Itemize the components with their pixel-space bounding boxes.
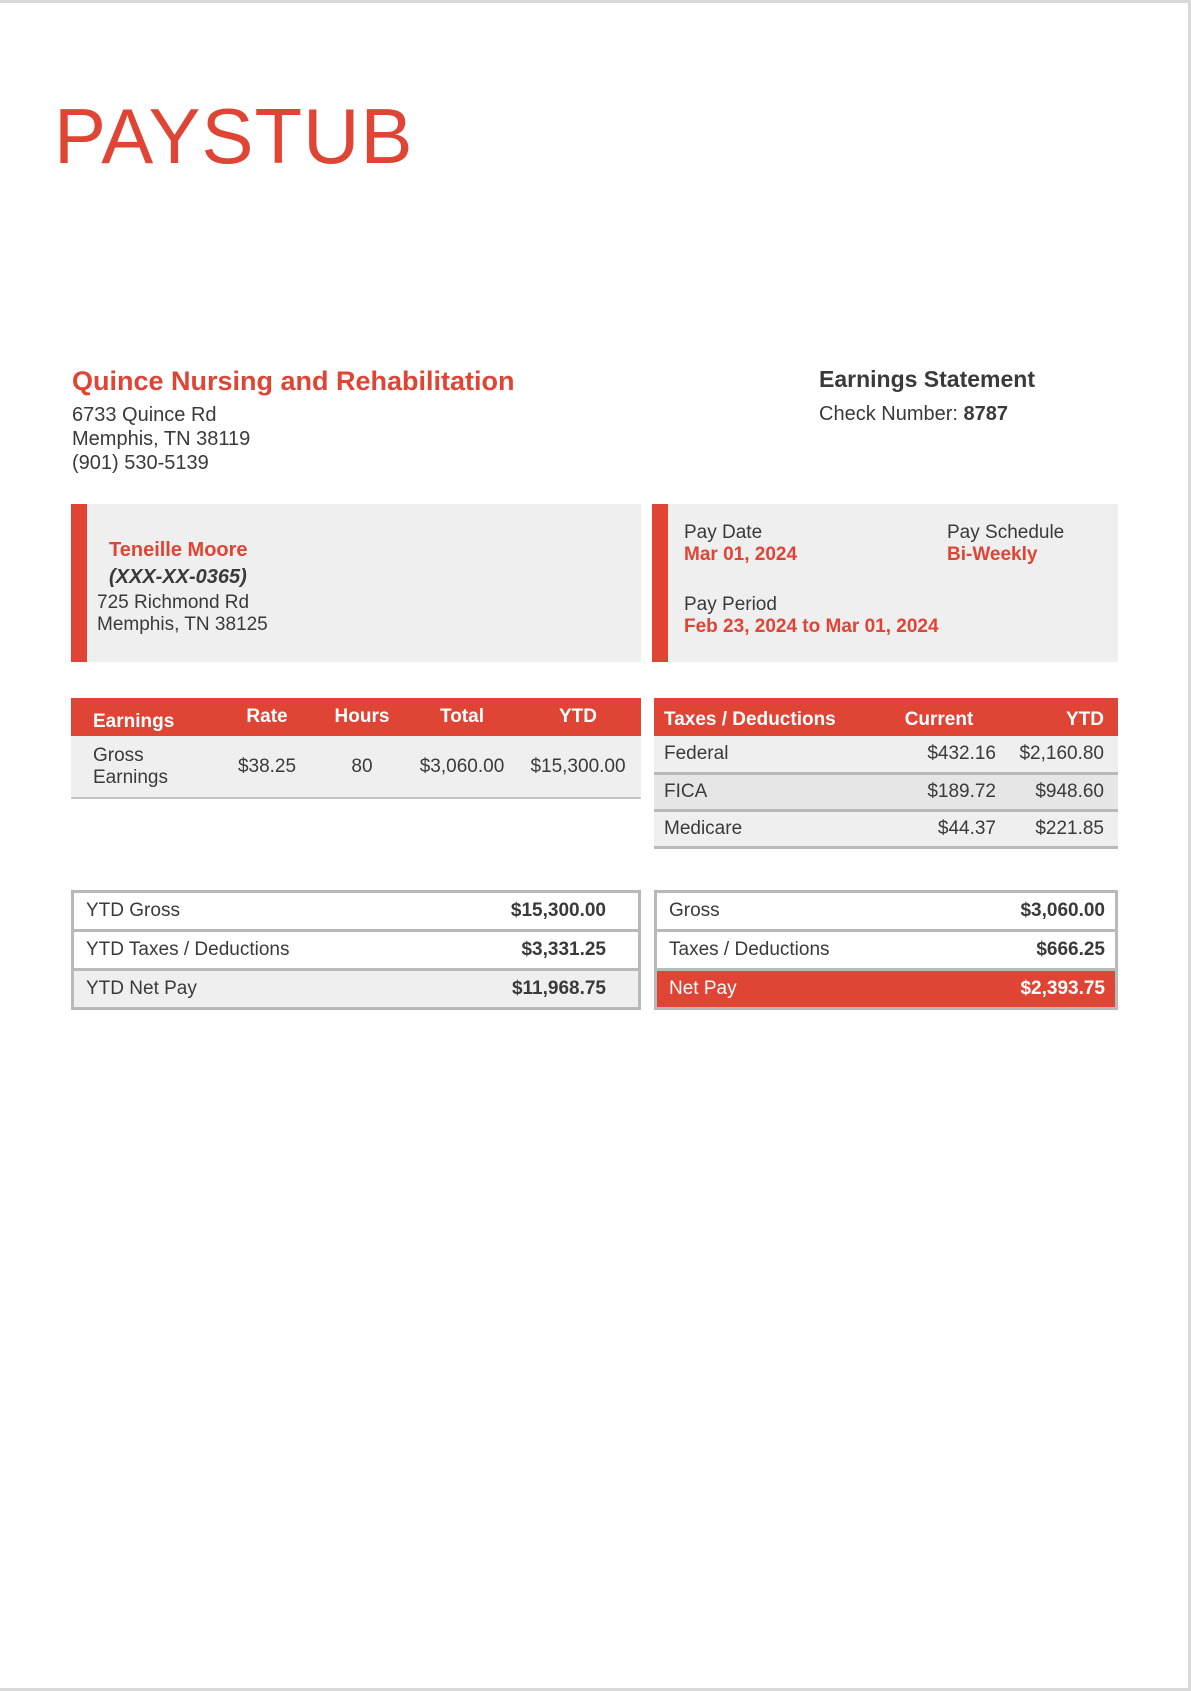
- table-row: [656, 892, 1117, 931]
- taxes-table: [654, 698, 1118, 849]
- table-row: [656, 970, 1117, 1009]
- table-row: [656, 931, 1117, 970]
- table-row: [654, 736, 1118, 773]
- table-row: [73, 931, 640, 970]
- ytd-deductions-label: YTD Taxes / Deductions: [73, 931, 429, 970]
- deductions-value: $666.25: [953, 931, 1117, 970]
- earnings-table: [71, 698, 641, 799]
- tax-row-current: $44.37: [874, 810, 1004, 847]
- deductions-label: Taxes / Deductions: [656, 931, 953, 970]
- employee-name: Teneille Moore: [109, 539, 248, 561]
- earnings-header-total: Total: [409, 698, 515, 736]
- net-pay-value: $2,393.75: [953, 970, 1117, 1009]
- company-address-line2: Memphis, TN 38119: [72, 428, 251, 450]
- table-row: [73, 892, 640, 931]
- gross-label: Gross: [656, 892, 953, 931]
- table-row: [71, 736, 641, 798]
- earnings-row-hours: 80: [315, 736, 409, 798]
- pay-schedule-label: Pay Schedule: [947, 522, 1065, 543]
- earnings-row-total: $3,060.00: [409, 736, 515, 798]
- table-row: [654, 773, 1118, 810]
- earnings-row-ytd: $15,300.00: [515, 736, 641, 798]
- statement-heading: Earnings Statement: [819, 366, 1035, 392]
- earnings-header-ytd: YTD: [515, 698, 641, 736]
- document-title: PAYSTUB: [54, 92, 414, 180]
- taxes-header-row: [654, 698, 1118, 736]
- pay-date: Mar 01, 2024: [684, 544, 798, 565]
- company-address-line1: 6733 Quince Rd: [72, 404, 217, 426]
- earnings-row-label-line1: Gross: [93, 744, 144, 766]
- statement-block: [819, 366, 1035, 426]
- current-summary-table: [654, 890, 1118, 1010]
- tax-row-ytd: $948.60: [1004, 773, 1118, 810]
- pay-period-label: Pay Period: [684, 594, 777, 615]
- tax-row-ytd: $2,160.80: [1004, 736, 1118, 773]
- check-number: 8787: [963, 403, 1008, 425]
- table-row: [654, 810, 1118, 847]
- earnings-header-row: [71, 698, 641, 736]
- tax-row-current: $189.72: [874, 773, 1004, 810]
- earnings-header-rate: Rate: [219, 698, 315, 736]
- employee-card: [71, 504, 641, 662]
- ytd-summary-table: [71, 890, 641, 1010]
- earnings-row-rate: $38.25: [219, 736, 315, 798]
- tax-row-ytd: $221.85: [1004, 810, 1118, 847]
- pay-period: Feb 23, 2024 to Mar 01, 2024: [684, 616, 939, 637]
- earnings-row-label: [71, 736, 219, 798]
- tax-row-current: $432.16: [874, 736, 1004, 773]
- employee-address-line1: 725 Richmond Rd: [97, 592, 250, 613]
- table-row: [73, 970, 640, 1009]
- net-pay-label: Net Pay: [656, 970, 953, 1009]
- employee-ssn: (XXX-XX-0365): [109, 566, 247, 588]
- earnings-header-hours: Hours: [315, 698, 409, 736]
- ytd-gross-value: $15,300.00: [429, 892, 640, 931]
- ytd-deductions-value: $3,331.25: [429, 931, 640, 970]
- pay-info-card: [652, 504, 1118, 662]
- pay-schedule: Bi-Weekly: [947, 544, 1038, 565]
- tax-row-name: Medicare: [654, 810, 874, 847]
- taxes-header-ytd: YTD: [1004, 698, 1118, 736]
- gross-value: $3,060.00: [953, 892, 1117, 931]
- employee-address-line2: Memphis, TN 38125: [97, 614, 268, 635]
- tax-row-name: FICA: [654, 773, 874, 810]
- ytd-net-pay-label: YTD Net Pay: [73, 970, 429, 1009]
- tax-row-name: Federal: [654, 736, 874, 773]
- earnings-row-label-line2: Earnings: [93, 766, 168, 788]
- company-name: Quince Nursing and Rehabilitation: [72, 366, 515, 396]
- taxes-header-current: Current: [874, 698, 1004, 736]
- pay-date-label: Pay Date: [684, 522, 763, 543]
- company-phone: (901) 530-5139: [72, 452, 209, 474]
- check-number-label: Check Number:: [819, 403, 958, 425]
- taxes-header-name: Taxes / Deductions: [654, 698, 874, 736]
- ytd-net-pay-value: $11,968.75: [429, 970, 640, 1009]
- check-number-line: [819, 403, 1035, 426]
- ytd-gross-label: YTD Gross: [73, 892, 429, 931]
- company-block: [72, 366, 515, 475]
- earnings-header-earnings: Earnings: [71, 698, 219, 736]
